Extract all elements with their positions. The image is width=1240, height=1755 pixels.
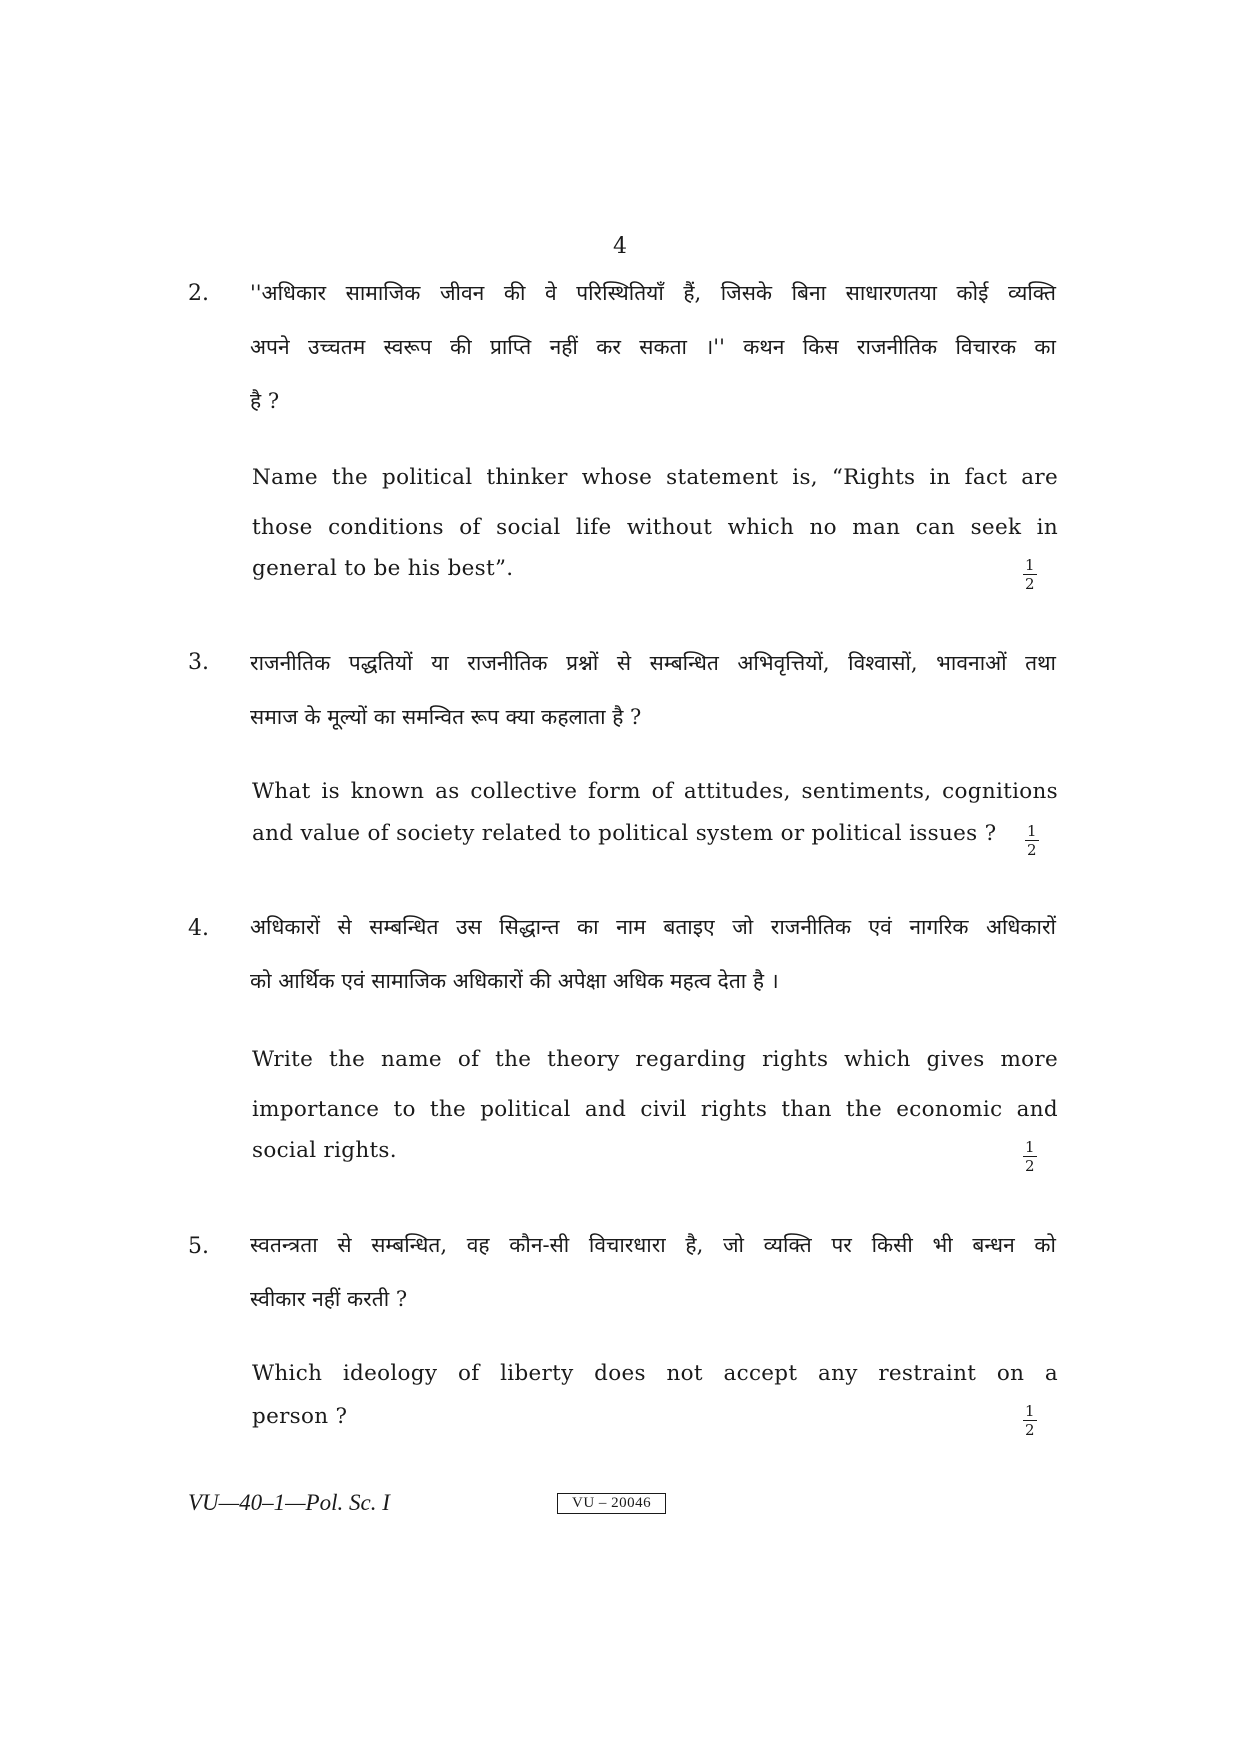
english-line: general to be his best”. (252, 556, 514, 581)
question-english-text (252, 1351, 1058, 1437)
hindi-line: अपने उच्चतम स्वरूप की प्राप्ति नहीं कर सकता ।'' कथन किस राजनीतिक विचारक का (250, 335, 1056, 359)
hindi-line: स्वीकार नहीं करती ? (250, 1287, 408, 1311)
marks-fraction (1023, 1404, 1037, 1438)
question-english-text (252, 770, 1058, 854)
english-line: and value of society related to political system or political issues ? (252, 821, 997, 846)
marks-denominator: 2 (1025, 1157, 1035, 1175)
marks-denominator: 2 (1027, 841, 1037, 859)
marks-numerator: 1 (1025, 1402, 1035, 1420)
question-english-text (252, 1033, 1058, 1169)
marks-denominator: 2 (1025, 1421, 1035, 1439)
english-line: Which ideology of liberty does not accept any restraint on a (252, 1361, 1058, 1386)
english-line: social rights. (252, 1138, 397, 1163)
marks-denominator: 2 (1025, 575, 1035, 593)
question-english-text (252, 451, 1058, 587)
english-line: Write the name of the theory regarding rights which gives more (252, 1047, 1058, 1072)
question-number: 3. (188, 650, 209, 675)
english-line: person ? (252, 1404, 348, 1429)
page-number: 4 (613, 234, 627, 259)
english-line: importance to the political and civil rights than the economic and (252, 1097, 1058, 1122)
hindi-line: को आर्थिक एवं सामाजिक अधिकारों की अपेक्षा अधिक महत्व देता है । (250, 969, 779, 993)
english-line: Name the political thinker whose statement is, “Rights in fact are (252, 465, 1058, 490)
hindi-line: है ? (250, 389, 280, 413)
marks-numerator: 1 (1025, 1138, 1035, 1156)
hindi-line: अधिकारों से सम्बन्धित उस सिद्धान्त का नाम बताइए जो राजनीतिक एवं नागरिक अधिकारों (250, 915, 1056, 939)
hindi-line: स्वतन्त्रता से सम्बन्धित, वह कौन-सी विचारधारा है, जो व्यक्ति पर किसी भी बन्धन को (250, 1233, 1056, 1257)
marks-numerator: 1 (1027, 822, 1037, 840)
paper-code-box: VU – 20046 (557, 1493, 666, 1514)
question-hindi-text (250, 1218, 1056, 1326)
question-hindi-text (250, 900, 1056, 1008)
marks-fraction (1025, 824, 1039, 858)
hindi-line: समाज के मूल्यों का समन्वित रूप क्या कहलाता है ? (250, 705, 642, 729)
english-line: What is known as collective form of attitudes, sentiments, cognitions (252, 779, 1058, 804)
marks-numerator: 1 (1025, 556, 1035, 574)
question-number: 2. (188, 281, 209, 306)
hindi-line: ''अधिकार सामाजिक जीवन की वे परिस्थितियाँ हैं, जिसके बिना साधारणतया कोई व्यक्ति (250, 281, 1056, 305)
english-line: those conditions of social life without which no man can seek in (252, 515, 1058, 540)
marks-fraction (1023, 1140, 1037, 1174)
question-number: 4. (188, 916, 209, 941)
paper-code: VU—40–1—Pol. Sc. I (188, 1490, 390, 1515)
question-number: 5. (188, 1234, 209, 1259)
marks-fraction (1023, 558, 1037, 592)
question-hindi-text (250, 636, 1056, 744)
question-hindi-text (250, 266, 1056, 428)
hindi-line: राजनीतिक पद्धतियों या राजनीतिक प्रश्नों से सम्बन्धित अभिवृत्तियों, विश्वासों, भावनाओं तथा (250, 651, 1056, 675)
